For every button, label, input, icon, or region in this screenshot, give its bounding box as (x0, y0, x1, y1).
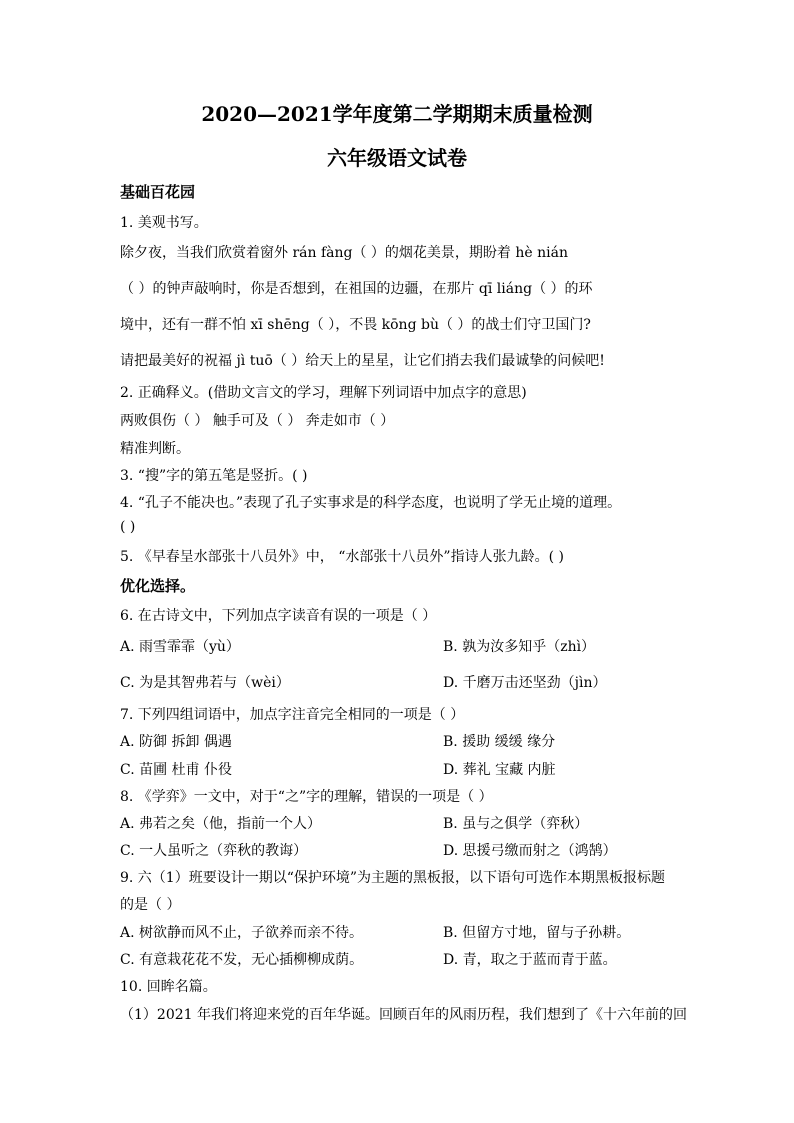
question-2-items: 两败俱伤（ ） 触手可及（ ） 奔走如市（ ） (120, 413, 395, 429)
question-7-title: 7. 下列四组词语中，加点字注音完全相同的一项是（ ） (120, 707, 465, 723)
question-9-option-c: C. 有意栽花花不发，无心插柳柳成荫。 (120, 952, 364, 968)
question-6-option-c: C. 为是其智弗若与（wèi） (120, 675, 290, 691)
question-9-title: 9. 六（1）班要设计一期以“保护环境”为主题的黑板报，以下语句可选作本期黑板报标题 (120, 870, 666, 886)
question-1-line-2: （ ）的钟声敲响时，你是否想到，在祖国的边疆，在那片 qī liáng（ ）的环 (120, 281, 593, 297)
judge-section-title: 精准判断。 (120, 441, 190, 457)
question-6-option-a: A. 雨雪霏霏（yù） (120, 639, 240, 655)
question-5: 5. 《早春呈水部张十八员外》中， “水部张十八员外”指诗人张九龄。( ) (120, 549, 564, 565)
question-9-option-d: D. 青，取之于蓝而青于蓝。 (443, 952, 617, 968)
exam-title: 2020—2021学年度第二学期期末质量检测 (201, 102, 593, 126)
question-10-sub-1: （1）2021 年我们将迎来党的百年华诞。回顾百年的风雨历程，我们想到了《十六年前的回 (120, 1007, 687, 1023)
question-7-option-c: C. 苗圃 杜甫 仆役 (120, 762, 233, 778)
question-9-option-a: A. 树欲静而风不止，子欲养而亲不待。 (120, 925, 364, 941)
question-8-option-a: A. 弗若之矣（他，指前一个人） (120, 816, 322, 832)
question-8-option-d: D. 思援弓缴而射之（鸿鹄） (443, 843, 617, 859)
question-1-line-1: 除夕夜，当我们欣赏着窗外 rán fàng（ ）的烟花美景，期盼着 hè nián (120, 245, 568, 261)
question-7-option-b: B. 援助 缓缓 缘分 (443, 734, 556, 750)
question-7-option-d: D. 葬礼 宝藏 内脏 (443, 762, 556, 778)
question-6-option-b: B. 孰为汝多知乎（zhì） (443, 639, 596, 655)
question-9-title-cont: 的是（ ） (120, 897, 181, 913)
section-choice: 优化选择。 (120, 577, 196, 595)
question-8-option-c: C. 一人虽听之（弈秋的教诲） (120, 843, 308, 859)
question-7-option-a: A. 防御 拆卸 偶遇 (120, 734, 232, 750)
section-basic: 基础百花园 (120, 183, 196, 201)
question-9-option-b: B. 但留方寸地，留与子孙耕。 (443, 925, 631, 941)
question-6-title: 6. 在古诗文中，下列加点字读音有误的一项是（ ） (120, 608, 437, 624)
question-8-title: 8. 《学弈》一文中，对于“之”字的理解，错误的一项是（ ） (120, 789, 493, 805)
question-10-title: 10. 回眸名篇。 (120, 979, 217, 995)
question-6-option-d: D. 千磨万击还坚劲（jìn） (443, 675, 607, 691)
question-3: 3. “搜”字的第五笔是竖折。( ) (120, 468, 308, 484)
question-4: 4. “孔子不能决也。”表现了孔子实事求是的科学态度，也说明了学无止境的道理。 (120, 495, 622, 511)
question-2-title: 2. 正确释义。(借助文言文的学习，理解下列词语中加点字的意思) (120, 385, 527, 401)
question-1-line-4: 请把最美好的祝福 jì tuō（ ）给天上的星星，让它们捎去我们最诚挚的问候吧! (120, 353, 605, 369)
question-1-title: 1. 美观书写。 (120, 215, 208, 231)
question-1-line-3: 境中，还有一群不怕 xī shēng（ ），不畏 kōng bù（ ）的战士们守卫国门? (120, 317, 591, 333)
exam-subtitle: 六年级语文试卷 (327, 146, 467, 170)
question-4-blank: ( ) (120, 519, 136, 535)
question-8-option-b: B. 虽与之俱学（弈秋） (443, 816, 589, 832)
